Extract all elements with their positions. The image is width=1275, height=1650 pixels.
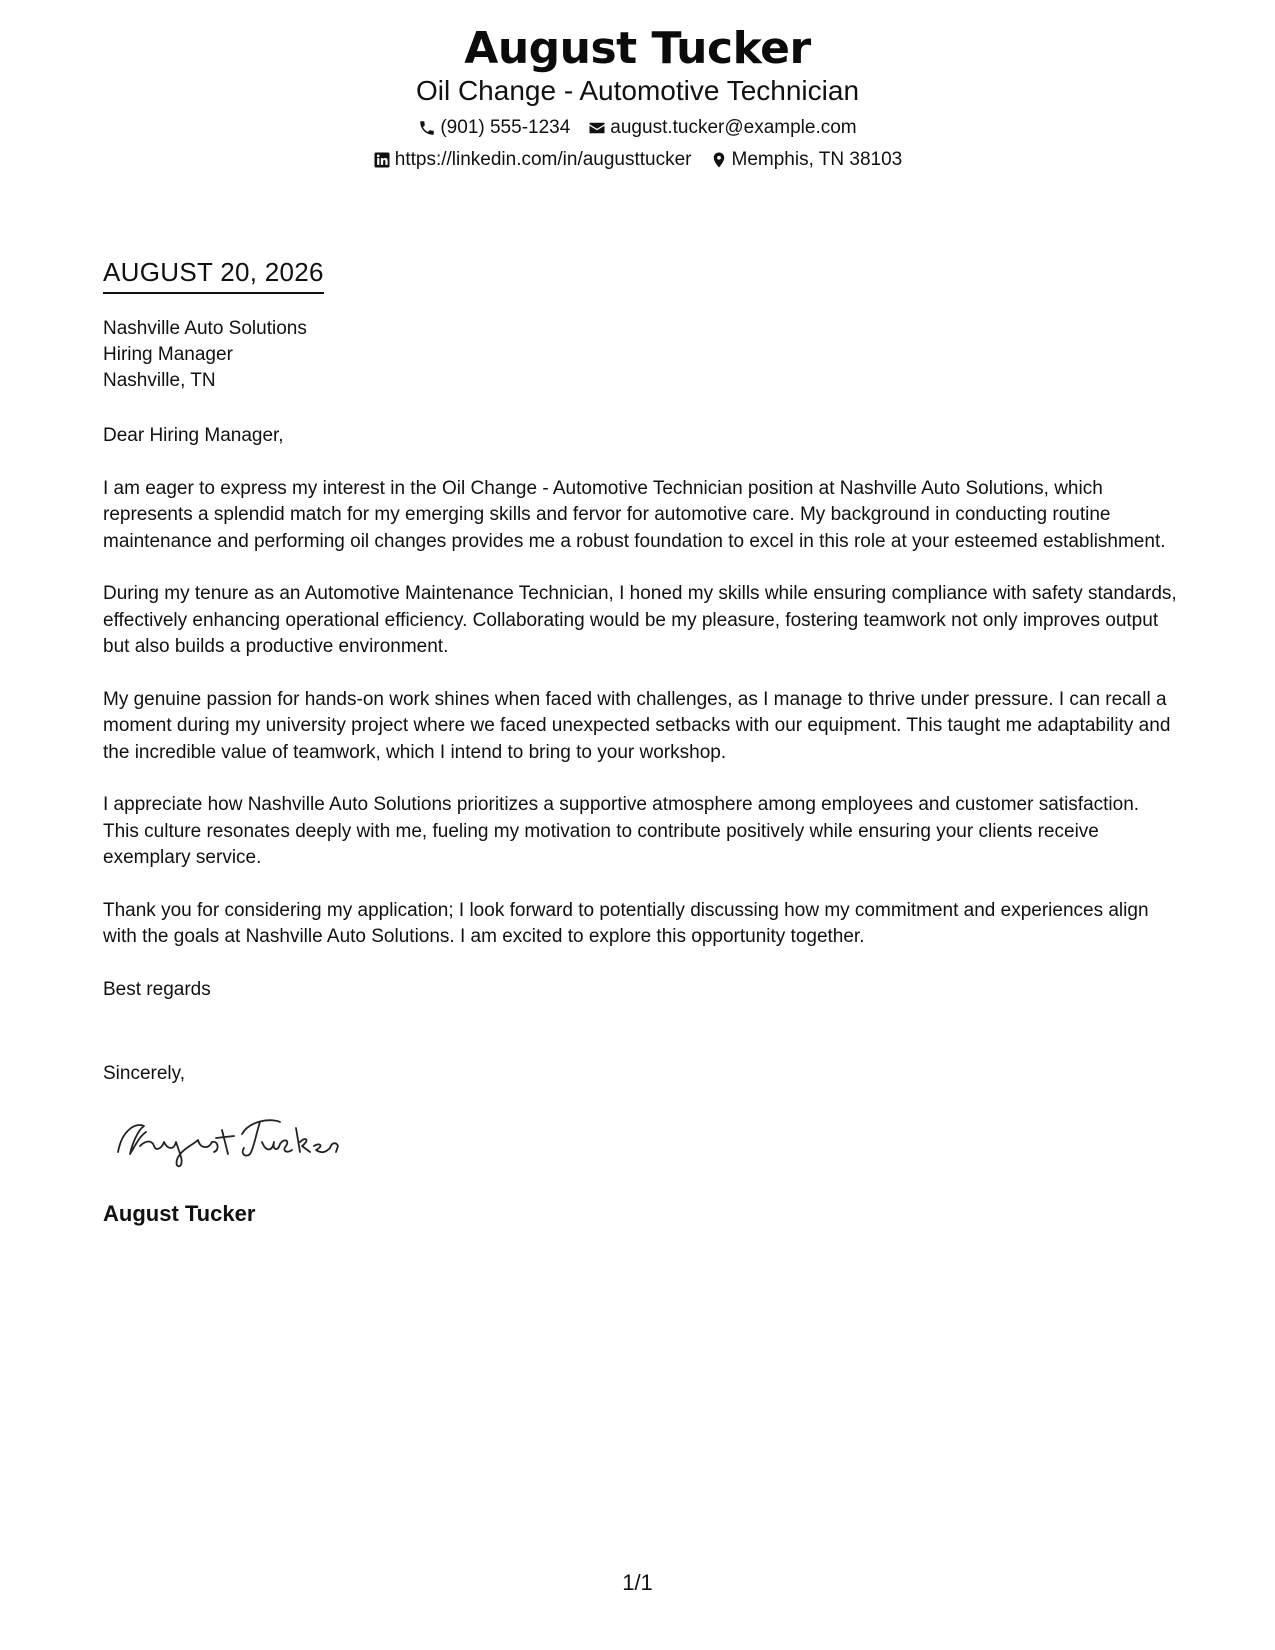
body-paragraph: During my tenure as an Automotive Maintenance Technician, I honed my skills while ensuring compliance with safety standards, effectively enhancing operational efficiency. Collaborating would be my pleasure, fostering teamwork not only improves output but also builds a productive environment. bbox=[103, 583, 1177, 657]
closing: Sincerely, bbox=[103, 1063, 186, 1084]
page-number: 1/1 bbox=[622, 1570, 653, 1595]
salutation: Dear Hiring Manager, bbox=[103, 425, 284, 446]
linkedin-icon bbox=[373, 151, 391, 169]
body-paragraph: My genuine passion for hands-on work shines when faced with challenges, as I manage to thrive under pressure. I can recall a moment during my university project where we faced unexpected setbacks with our equipment. This taught me adaptability and the incredible value of teamwork, which I intend to bring to your workshop. bbox=[103, 688, 1171, 763]
body-paragraph: I am eager to express my interest in the Oil Change - Automotive Technician position at Nashville Auto Solutions, which represents a splendid match for my emerging skills and fervor for automotive care. My background in conducting routine maintenance and performing oil changes provides me a robust foundation to excel in this role at your esteemed establishment. bbox=[103, 477, 1166, 552]
body-paragraph: I appreciate how Nashville Auto Solutions prioritizes a supportive atmosphere among employees and customer satisfaction. This culture resonates deeply with me, fueling my motivation to contribute positively while ensuring your clients receive exemplary service. bbox=[103, 794, 1140, 868]
contact-row-secondary bbox=[0, 148, 1275, 172]
best-regards: Best regards bbox=[103, 978, 211, 1000]
linkedin-text: https://linkedin.com/in/augusttucker bbox=[394, 149, 692, 170]
phone-text: (901) 555-1234 bbox=[440, 117, 571, 138]
envelope-icon bbox=[588, 119, 606, 137]
job-title: Oil Change - Automotive Technician bbox=[415, 75, 860, 106]
email-contact[interactable] bbox=[588, 116, 856, 140]
signature-image bbox=[110, 1110, 350, 1170]
location-text: Memphis, TN 38103 bbox=[731, 149, 903, 170]
phone-icon bbox=[418, 119, 436, 137]
linkedin-contact[interactable] bbox=[373, 148, 692, 172]
letter-header bbox=[0, 24, 1275, 172]
applicant-name: August Tucker bbox=[464, 23, 811, 74]
location-contact bbox=[710, 148, 903, 172]
map-marker-icon bbox=[710, 151, 728, 169]
letter-date: AUGUST 20, 2026 bbox=[103, 256, 324, 294]
recipient-block bbox=[103, 316, 307, 394]
recipient-company: Nashville Auto Solutions bbox=[103, 318, 307, 339]
recipient-role: Hiring Manager bbox=[103, 344, 233, 365]
phone-contact[interactable] bbox=[418, 116, 570, 140]
letter-body bbox=[103, 423, 1178, 1029]
contact-row-primary bbox=[0, 116, 1275, 140]
email-text: august.tucker@example.com bbox=[610, 117, 857, 138]
recipient-location: Nashville, TN bbox=[103, 370, 216, 391]
body-paragraph: Thank you for considering my application; I look forward to potentially discussing how my commitment and experiences align with the goals at Nashville Auto Solutions. I am excited to explore this opportunity together. bbox=[103, 899, 1149, 947]
signer-name: August Tucker bbox=[103, 1201, 256, 1226]
